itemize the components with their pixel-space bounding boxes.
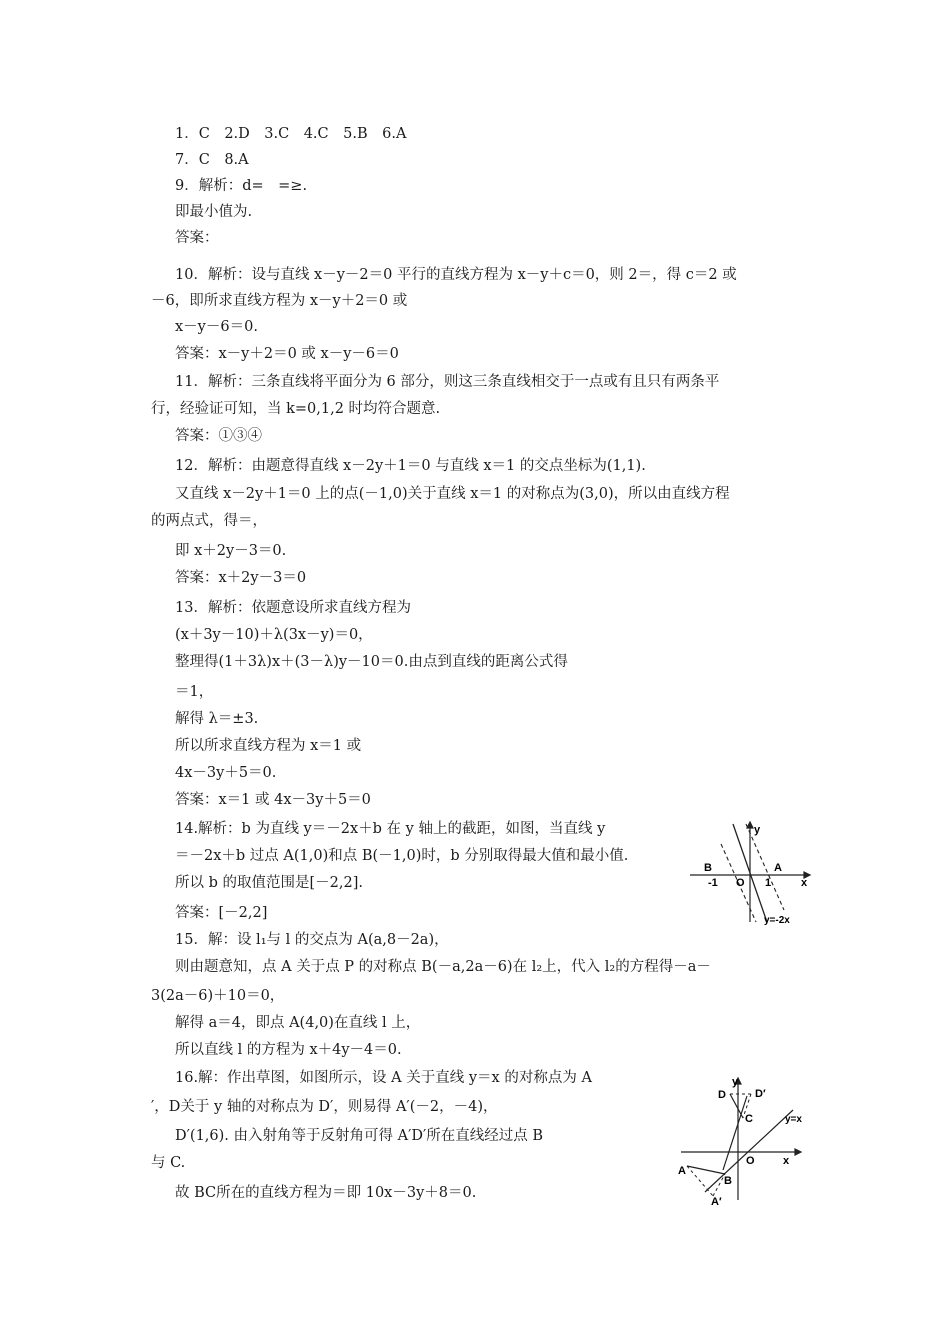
figure-14-point-a: A [774,862,782,874]
answer-line: 12．解析：由题意得直线 x－2y＋1＝0 与直线 x＝1 的交点坐标为(1,1). [175,458,646,474]
answer-line: 整理得(1＋3λ)x＋(3－λ)y－10＝0.由点到直线的距离公式得 [175,654,568,670]
answer-line: 所以所求直线方程为 x＝1 或 [175,738,362,754]
figure-16-point-d: D [718,1089,726,1101]
answer-line: 11．解析：三条直线将平面分为 6 部分，则这三条直线相交于一点或有且只有两条平 [175,374,720,390]
answer-line: ＝－2x＋b 过点 A(1,0)和点 B(－1,0)时，b 分别取得最大值和最小值. [175,848,629,864]
answer-line: 14.解析：b 为直线 y＝－2x＋b 在 y 轴上的截距，如图，当直线 y [175,821,606,837]
figure-14 [684,818,814,926]
answer-line: 所以 b 的取值范围是[－2,2]. [175,875,363,891]
answer-line: 答案：x＋2y－3＝0 [175,570,307,586]
figure-14-origin: O [736,877,745,889]
answer-line: 9．解析：d= =≥. [175,178,308,194]
figure-14-point-b: B [704,862,712,874]
answer-line: 则由题意知，点 A 关于点 P 的对称点 B(－a,2a－6)在 l₂上，代入 l₂的方程得－a－ [175,959,711,975]
answer-line: 答案： [175,230,219,246]
figure-16-y-label: y [732,1076,739,1088]
figure-16-origin: O [746,1155,755,1167]
answer-line: 答案：x＝1 或 4x－3y＋5＝0 [175,792,371,808]
answer-line: 10．解析：设与直线 x－y－2＝0 平行的直线方程为 x－y＋c＝0，则 2＝，得 c＝2 或 [175,267,737,283]
figure-14-tick-minus-one: -1 [708,877,718,889]
answer-line: 16.解：作出草图，如图所示，设 A 关于直线 y＝x 的对称点为 A [175,1070,592,1086]
answer-line: 7．C 8.A [175,152,249,168]
answer-line: 又直线 x－2y＋1＝0 上的点(－1,0)关于直线 x＝1 的对称点为(3,0)，所以由直线方程 [175,486,730,502]
answer-line: 15．解：设 l₁与 l 的交点为 A(a,8－2a)， [175,932,449,948]
answer-line: 解得 a＝4，即点 A(4,0)在直线 l 上， [175,1015,421,1031]
answer-line: －6，即所求直线方程为 x－y＋2＝0 或 [151,293,408,309]
answer-line: 13．解析：依题意设所求直线方程为 [175,600,411,616]
answer-line: D′(1,6). 由入射角等于反射角可得 A′D′所在直线经过点 B [175,1128,544,1144]
answer-line: 4x－3y＋5＝0. [175,765,277,781]
answer-line: 答案：[－2,2] [175,905,268,921]
figure-16-point-a: A [678,1165,686,1177]
answer-line: 解得 λ＝±3. [175,711,259,727]
answer-line: 故 BC所在的直线方程为＝即 10x－3y＋8＝0. [175,1185,477,1201]
answer-line: 的两点式，得＝， [151,513,267,529]
answer-line: x－y－6＝0. [175,319,258,335]
answer-line: ′，D关于 y 轴的对称点为 D′，则易得 A′(－2，－4)， [151,1099,498,1115]
figure-16-point-c: C [745,1113,753,1125]
figure-16-point-b: B [724,1175,732,1187]
figure-16-line-label: y=x [785,1114,802,1125]
figure-14-y-label: y [754,824,761,836]
figure-14-x-label: x [801,877,808,889]
answer-line: ＝1， [175,684,214,700]
answer-line: 即最小值为. [175,204,253,220]
answer-line: 答案：①③④ [175,428,262,444]
answer-line: 答案：x－y＋2＝0 或 x－y－6＝0 [175,346,399,362]
answer-line: 3(2a－6)＋10＝0， [151,988,285,1004]
answer-line: 与 C. [151,1155,186,1171]
figure-16-segment-bc [723,1096,747,1170]
figure-16-point-aprime: A′ [711,1196,722,1206]
figure-16-axes [681,1078,801,1200]
answer-line: 所以直线 l 的方程为 x＋4y－4＝0. [175,1042,402,1058]
figure-16-x-label: x [783,1155,790,1167]
figure-16-point-dprime: D′ [755,1088,766,1100]
figure-16-segment-dc [730,1094,743,1118]
answer-line: (x＋3y－10)＋λ(3x－y)＝0， [175,627,373,643]
figure-16 [675,1074,810,1206]
answer-line: 即 x＋2y－3＝0. [175,543,287,559]
answer-line: 行，经验证可知，当 k=0,1,2 时均符合题意. [151,401,441,417]
answer-line: 1．C 2.D 3.C 4.C 5.B 6.A [175,126,407,142]
figure-14-line-label: y=-2x [764,915,790,926]
figure-14-tick-one: 1 [765,877,772,889]
